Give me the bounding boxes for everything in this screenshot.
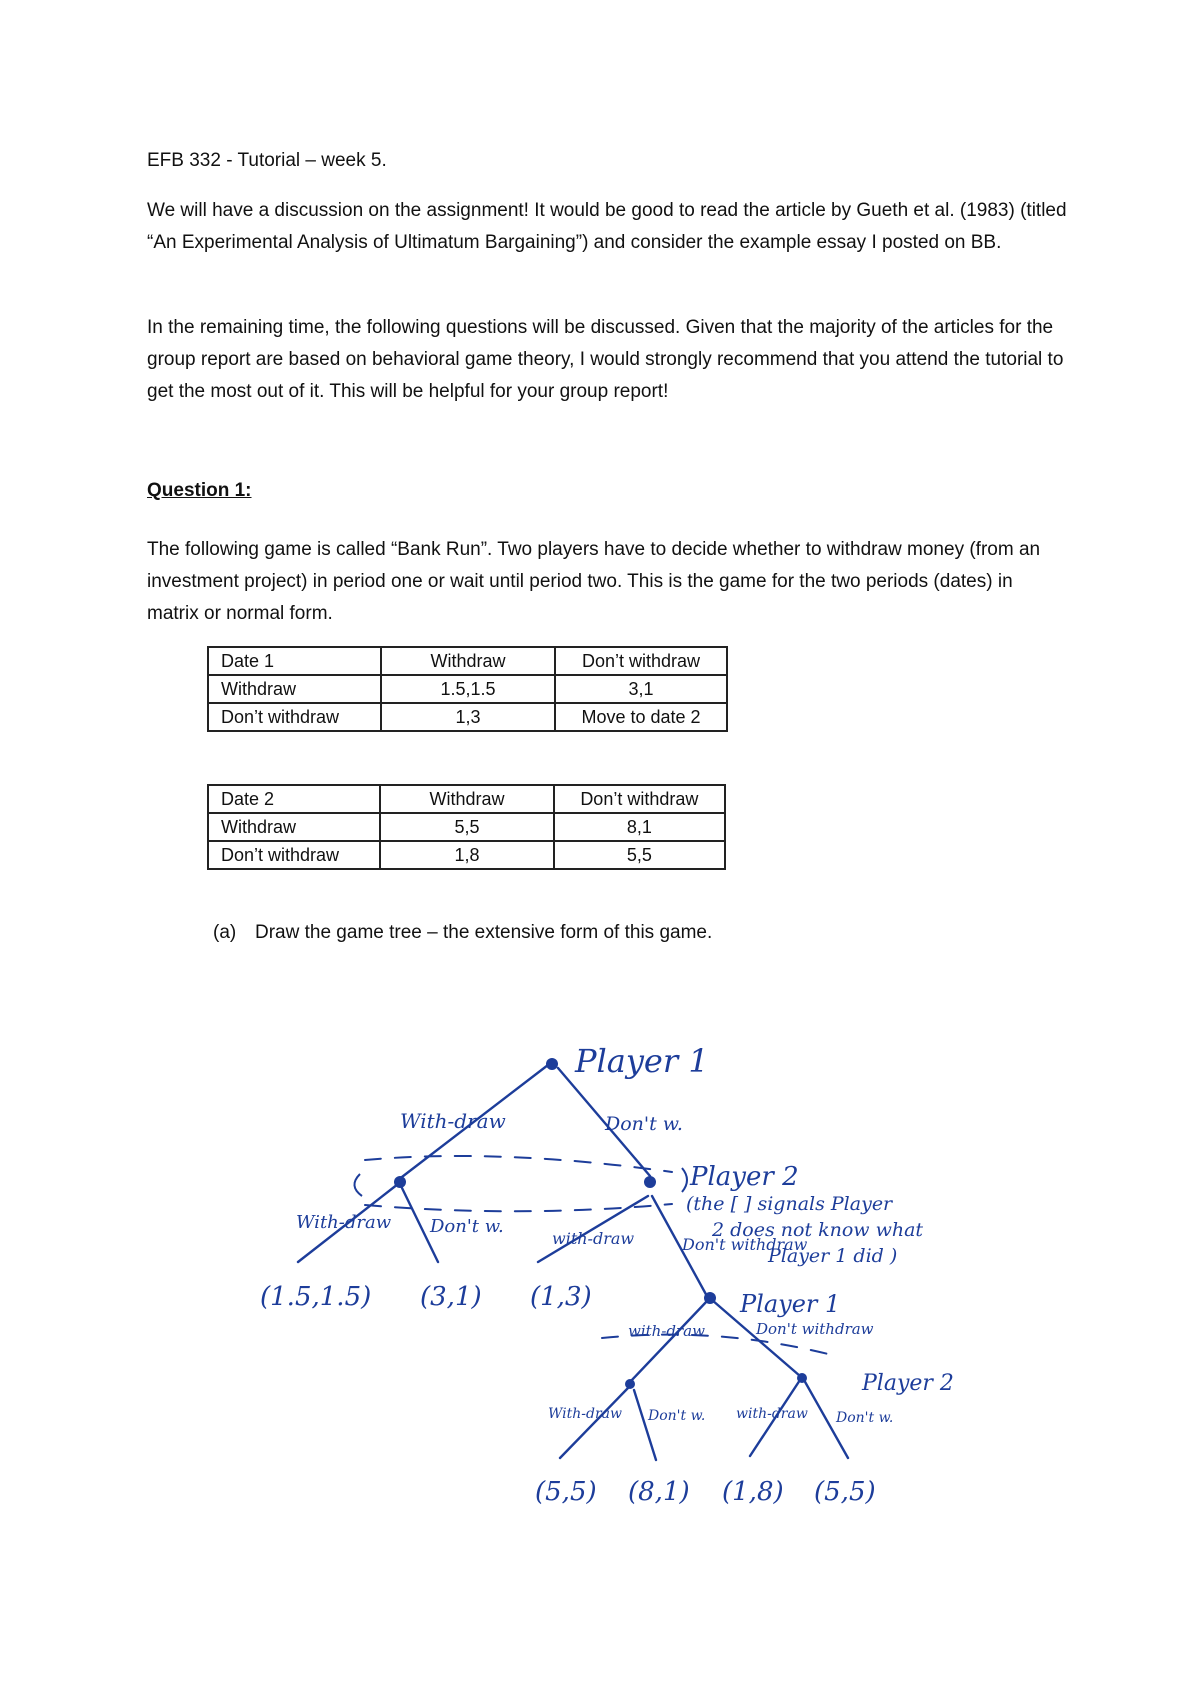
table-cell: Withdraw [380,785,553,813]
note-line-1: (the [ ] signals Player [686,1193,893,1215]
table-cell: Don’t withdraw [554,785,725,813]
information-set-bracket [354,1174,362,1196]
table-cell: Date 1 [208,647,381,675]
table-row [208,675,727,703]
table-cell: 5,5 [380,813,553,841]
label-withdraw-top: With-draw [400,1109,506,1133]
label-dont-left: Don't w. [430,1216,504,1237]
question-1a [213,922,712,944]
date-2-payoff-table [207,784,726,870]
label-dont-bl: Don't w. [648,1408,706,1424]
table-cell: Date 2 [208,785,380,813]
table-cell: 5,5 [554,841,725,869]
table-cell: Don’t withdraw [555,647,727,675]
table-cell: 8,1 [554,813,725,841]
table-row [208,785,725,813]
information-set-bracket [682,1168,687,1192]
table-row [208,647,727,675]
payoff-label: (5,5) [814,1477,876,1507]
table-row [208,841,725,869]
label-withdraw-left: With-draw [296,1212,392,1233]
table-cell: 1,8 [380,841,553,869]
decision-node [394,1176,406,1188]
label-withdraw-mid: with-draw [552,1229,635,1248]
table-cell: Withdraw [208,813,380,841]
table-row [208,703,727,731]
game-tree-sketch [0,1000,1200,1560]
intro-paragraph-1: We will have a discussion on the assignment! It would be good to read the article by Gueth et al. (1983) (titled “An Experimental Analysis of Ultimatum Bargaining”) and consider the example essay I posted on BB. [147,200,1067,253]
question-1-text: The following game is called “Bank Run”. Two players have to decide whether to withdraw money (from an investment project) in period one or wait until period two. This is the game for the two periods (dates) in matrix or normal form. [147,539,1041,624]
label-dont-br: Don't w. [836,1410,894,1426]
table-cell: Withdraw [381,647,555,675]
label-dont-withdraw-mid: Don't withdraw [682,1235,808,1254]
table-cell: 3,1 [555,675,727,703]
decision-node [546,1058,558,1070]
note-line-2: 2 does not know what [712,1219,924,1241]
question-1a-text: Draw the game tree – the extensive form of this game. [255,922,713,943]
table-cell: Don’t withdraw [208,703,381,731]
decision-node [644,1176,656,1188]
branch-line [634,1390,656,1460]
branch-line [630,1300,708,1382]
label-player-1-top: Player 1 [575,1042,709,1080]
table-row [208,813,725,841]
payoff-label: (1,3) [530,1282,592,1312]
table-cell: Move to date 2 [555,703,727,731]
label-dont-top: Don't w. [605,1113,683,1135]
payoff-label: (8,1) [628,1477,690,1507]
label-withdraw-second: with-draw [628,1322,705,1340]
payoff-label: (3,1) [420,1282,482,1312]
table-cell: 1,3 [381,703,555,731]
decision-node [797,1373,807,1383]
question-1-heading: Question 1: [147,480,252,501]
label-player-2-second: Player 2 [862,1371,954,1396]
payoff-label: (1,8) [722,1477,784,1507]
table-cell: Don’t withdraw [208,841,380,869]
label-withdraw-br: with-draw [736,1406,808,1422]
decision-node [625,1379,635,1389]
branch-line [560,1388,628,1458]
intro-paragraph-2: In the remaining time, the following questions will be discussed. Given that the majority of the articles for the group report are based on behavioral game theory, I would strongly recommend that you attend the tutorial to get the most out of it. This will be helpful for your group report! [147,317,1064,402]
payoff-label: (1.5,1.5) [260,1282,372,1312]
question-1a-label: (a) [213,922,237,943]
table-cell: 1.5,1.5 [381,675,555,703]
decision-node [704,1292,716,1304]
label-player-1-second: Player 1 [740,1290,841,1318]
table-cell: Withdraw [208,675,381,703]
payoff-label: (5,5) [535,1477,597,1507]
document-title: EFB 332 - Tutorial – week 5. [147,150,387,171]
note-line-3: Player 1 did ) [768,1245,898,1267]
label-dont-withdraw-second: Don't withdraw [756,1320,874,1338]
date-1-payoff-table [207,646,728,732]
label-withdraw-bl: With-draw [548,1406,622,1422]
label-player-2: Player 2 [690,1162,799,1192]
